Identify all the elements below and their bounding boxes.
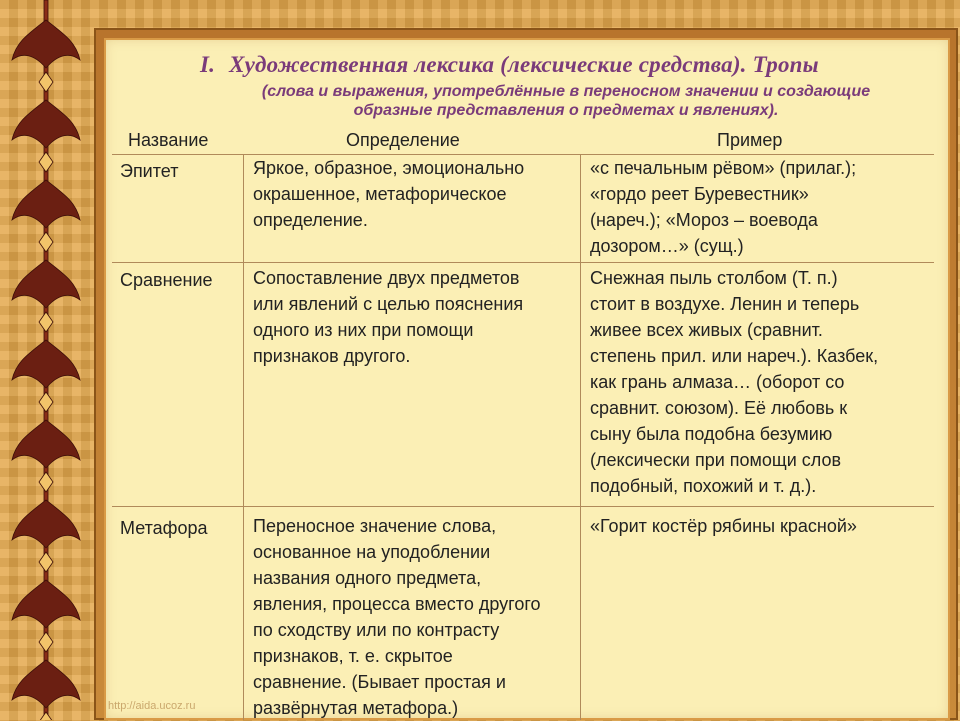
- definition-line: или явлений с целью пояснения: [253, 294, 524, 314]
- example-line: сравнит. союзом). Её любовь к: [590, 398, 848, 418]
- ornament-motif-icon: [12, 20, 80, 68]
- definition-line: Переносное значение слова,: [253, 516, 497, 536]
- definition-cell: [253, 265, 523, 369]
- column-header-definition: Определение: [346, 130, 460, 150]
- table-row: [120, 158, 178, 184]
- ornament-motif-icon: [12, 420, 80, 468]
- definition-line: основанное на уподоблении: [253, 542, 491, 562]
- example-cell: [590, 513, 857, 539]
- definition-line: явления, процесса вместо другого: [253, 594, 541, 614]
- page-subtitle: [196, 82, 936, 120]
- table-divider: [112, 262, 934, 263]
- ornament-motif-icon: [12, 580, 80, 628]
- example-line: (нареч.); «Мороз – воевода: [590, 210, 818, 230]
- example-line: «гордо реет Буревестник»: [590, 184, 809, 204]
- subtitle-line: (слова и выражения, употреблённые в переносном значении и создающие: [261, 83, 871, 100]
- example-line: стоит в воздухе. Ленин и теперь: [590, 294, 860, 314]
- example-line: (лексически при помощи слов: [590, 450, 842, 470]
- definition-cell: [253, 155, 524, 233]
- definition-line: определение.: [253, 210, 368, 230]
- ornament-motif-icon: [12, 180, 80, 228]
- ornament-diamond-icon: [39, 552, 53, 572]
- definition-line: одного из них при помощи: [253, 320, 474, 340]
- title-number: I.: [200, 52, 216, 77]
- column-header-example: Пример: [717, 130, 783, 150]
- example-line: подобный, похожий и т. д.).: [590, 476, 817, 496]
- definition-line: развёрнутая метафора.): [253, 698, 459, 718]
- table-divider: [580, 154, 581, 720]
- definition-line: Яркое, образное, эмоционально: [253, 158, 525, 178]
- definition-line: названия одного предмета,: [253, 568, 482, 588]
- example-line: живее всех живых (сравнит.: [590, 320, 823, 340]
- ornament-motif-icon: [12, 340, 80, 388]
- ornament-diamond-icon: [39, 312, 53, 332]
- ornament-motif-icon: [12, 100, 80, 148]
- title-text: Художественная лексика (лексические средства). Тропы: [229, 52, 819, 77]
- ornament-diamond-icon: [39, 152, 53, 172]
- ornament-diamond-icon: [39, 392, 53, 412]
- watermark: http://aida.ucoz.ru: [108, 700, 196, 712]
- term-name: Эпитет: [120, 161, 179, 181]
- ornament-diamond-icon: [39, 712, 53, 720]
- subtitle-line: образные представления о предметах и явлениях).: [353, 102, 779, 119]
- ornament-border-icon: [8, 0, 84, 720]
- ornament-diamond-icon: [39, 232, 53, 252]
- example-line: «Горит костёр рябины красной»: [590, 516, 857, 536]
- ornament-diamond-icon: [39, 72, 53, 92]
- example-line: как грань алмаза… (оборот со: [590, 372, 845, 392]
- definition-line: сравнение. (Бывает простая и: [253, 672, 506, 692]
- definition-line: признаков, т. е. скрытое: [253, 646, 453, 666]
- example-line: дозором…» (сущ.): [590, 236, 744, 256]
- example-cell: [590, 265, 878, 499]
- example-line: сыну была подобна безумию: [590, 424, 833, 444]
- column-header-name: Название: [128, 130, 209, 150]
- page-title: [200, 52, 940, 78]
- table-row: [120, 515, 208, 541]
- example-line: «с печальным рёвом» (прилаг.);: [590, 158, 857, 178]
- example-line: степень прил. или нареч.). Казбек,: [590, 346, 879, 366]
- definition-line: окрашенное, метафорическое: [253, 184, 507, 204]
- ornament-diamond-icon: [39, 632, 53, 652]
- example-cell: [590, 155, 856, 259]
- table-divider: [112, 506, 934, 507]
- definition-line: по сходству или по контрасту: [253, 620, 500, 640]
- definition-line: Сопоставление двух предметов: [253, 268, 520, 288]
- term-name: Сравнение: [120, 270, 213, 290]
- definition-line: признаков другого.: [253, 346, 411, 366]
- ornament-motif-icon: [12, 500, 80, 548]
- term-name: Метафора: [120, 518, 208, 538]
- ornament-motif-icon: [12, 260, 80, 308]
- definition-cell: [253, 513, 541, 721]
- table-divider: [243, 154, 244, 720]
- table-row: [120, 267, 213, 293]
- ornament-diamond-icon: [39, 472, 53, 492]
- example-line: Снежная пыль столбом (Т. п.): [590, 268, 838, 288]
- ornament-motif-icon: [12, 660, 80, 708]
